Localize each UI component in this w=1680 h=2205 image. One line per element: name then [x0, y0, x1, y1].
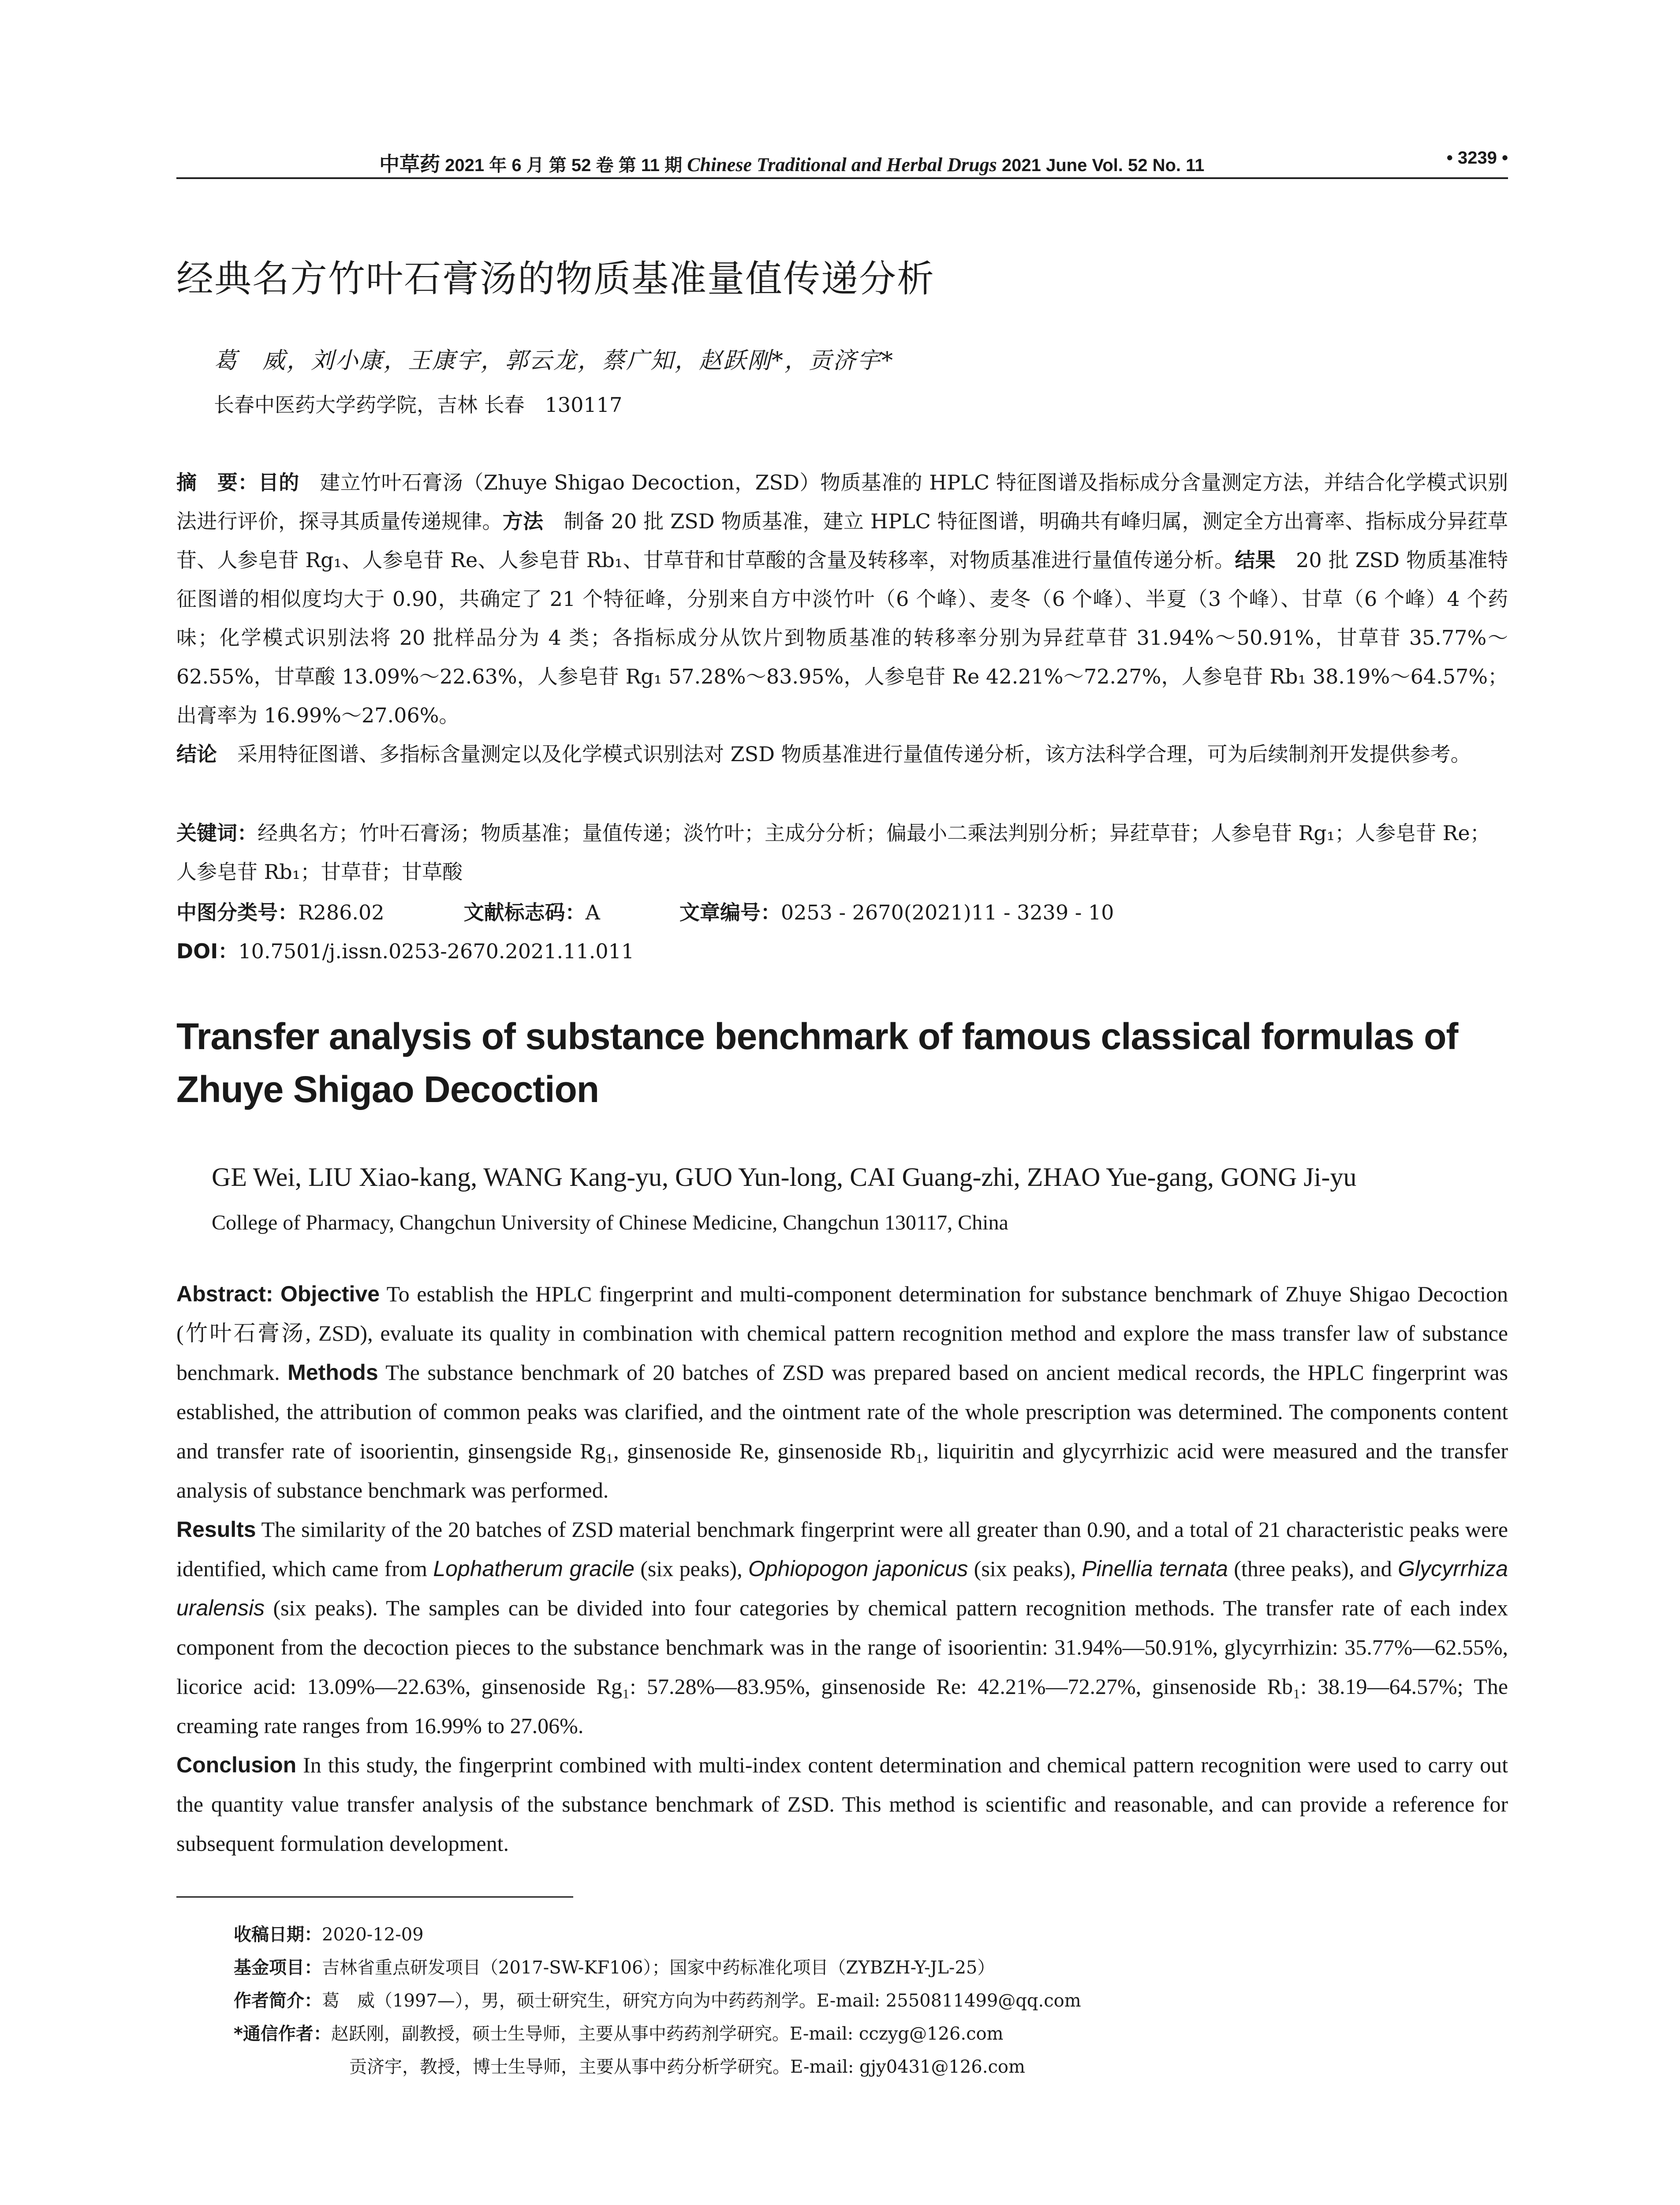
cn-keywords-label: 关键词：	[176, 821, 258, 845]
issue-en: 2021 June Vol. 52 No. 11	[1001, 156, 1205, 175]
species-pinellia: Pinellia ternata	[1082, 1556, 1228, 1581]
article-no-label: 文章编号：	[679, 901, 781, 924]
journal-name-cn: 中草药	[379, 152, 440, 176]
received-label: 收稿日期：	[234, 1925, 322, 1945]
footnote-rule	[176, 1896, 573, 1898]
corr-author-2: 贡济宇，教授，博士生导师，主要从事中药分析学研究。E-mail: gjy0431@126.com	[349, 2057, 1025, 2077]
en-results-e: (six peaks). The samples can be divided into four categories by chemical pattern recognition methods. The transfer rate of each index component from the decoction pieces to the substance benchmark was in the range of isoorientin: 31.94%—50.91%, glycyrrhizin: 35.77%—62.55%, licorice acid: 13.09%—22.63%, ginsenoside Rg₁: 57.28%—83.95%, ginsenoside Re: 42.21%—72.27%, ginsenoside Rb₁: 38.19—64.57%; The creaming rate ranges from 16.99% to 27.06%.	[176, 1596, 1508, 1738]
doi-value: 10.7501/j.issn.0253-2670.2021.11.011	[238, 939, 635, 963]
cn-abstract-label: 摘 要：	[176, 471, 258, 494]
fund-label: 基金项目：	[234, 1958, 322, 1978]
cn-conclusion-label: 结论	[176, 742, 217, 766]
received-date: 2020-12-09	[322, 1925, 424, 1945]
cn-results-label: 结果	[1235, 548, 1276, 572]
footnote-fund	[234, 1951, 1512, 1984]
bio-label: 作者简介：	[234, 1991, 322, 2011]
en-abstract-label: Abstract:	[176, 1282, 273, 1306]
doc-code-label: 文献标志码：	[463, 901, 586, 924]
en-title: Transfer analysis of substance benchmark of famous classical formulas of Zhuye Shigao Decoction	[176, 1016, 1458, 1110]
en-objective: To establish the HPLC fingerprint and multi-component determination for substance benchmark of Zhuye Shigao Decoction (竹叶石膏汤, ZSD), evaluate its quality in combination with chemical pattern recognition method and explore the mass transfer law of substance benchmark.	[176, 1282, 1508, 1385]
corr-author-1: 赵跃刚，副教授，硕士生导师，主要从事中药药剂学研究。E-mail: cczyg@126.com	[331, 2024, 1004, 2044]
footnote-received	[234, 1918, 1512, 1951]
issue-cn: 2021 年 6 月 第 52 卷 第 11 期	[445, 156, 683, 175]
en-results-d: (three peaks), and	[1228, 1556, 1398, 1581]
en-abstract	[176, 1274, 1508, 1863]
cn-results: 20 批 ZSD 物质基准特征图谱的相似度均大于 0.90，共确定了 21 个特征峰，分别来自方中淡竹叶（6 个峰）、麦冬（6 个峰）、半夏（3 个峰）、甘草（6 个峰）4 个药味；化学模式识别法将 20 批样品分为 4 类；各指标成分从饮片到物质基准的转移率分别为异荭草苷 31.94%～50.91%，甘草苷 35.77%～62.55%，甘草酸 13.09%～22.63%，人参皂苷 Rg₁ 57.28%～83.95%，人参皂苷 Re 42.21%～72.27%，人参皂苷 Rb₁ 38.19%～64.57%；出膏率为 16.99%～27.06%。	[176, 548, 1508, 727]
running-header	[176, 146, 1508, 176]
en-methods-label: Methods	[287, 1360, 378, 1385]
cn-objective: 建立竹叶石膏汤（Zhuye Shigao Decoction，ZSD）物质基准的 HPLC 特征图谱及指标成分含量测定方法，并结合化学模式识别法进行评价，探寻其质量传递规律。	[176, 471, 1508, 533]
species-glycyrrhiza: Glycyrrhiza uralensis	[176, 1556, 1508, 1620]
page-number: • 3239 •	[1446, 148, 1508, 168]
article-no-value: 0253 - 2670(2021)11 - 3239 - 10	[780, 901, 1114, 924]
cn-conclusion: 采用特征图谱、多指标含量测定以及化学模式识别法对 ZSD 物质基准进行量值传递分析，该方法科学合理，可为后续制剂开发提供参考。	[217, 742, 1471, 766]
cn-doi	[176, 932, 1508, 971]
fund-text: 吉林省重点研发项目（2017-SW-KF106）；国家中药标准化项目（ZYBZH-Y-JL-25）	[322, 1958, 995, 1978]
journal-info	[379, 148, 1204, 177]
clc-value: R286.02	[298, 901, 385, 924]
en-conclusion-label: Conclusion	[176, 1753, 297, 1777]
doc-code-value: A	[585, 901, 600, 924]
cn-objective-label: 目的	[258, 471, 299, 494]
cn-classification	[176, 893, 1508, 932]
corr-label: *通信作者：	[234, 2024, 331, 2044]
doi-label: DOI：	[176, 939, 239, 963]
footnote-bio	[234, 1984, 1512, 2018]
en-methods: The substance benchmark of 20 batches of ZSD was prepared based on ancient medical records, the HPLC fingerprint was established, the attribution of common peaks was clarified, and the ointment rate of the whole prescription was determined. The components content and transfer rate of isoorientin, ginsengside Rg₁, ginsenoside Re, ginsenoside Rb₁, liquiritin and glycyrrhizic acid were measured and the transfer analysis of substance benchmark was performed.	[176, 1360, 1508, 1502]
en-results-b: (six peaks),	[634, 1556, 748, 1581]
footnote-corr	[234, 2018, 1512, 2051]
en-authors: GE Wei, LIU Xiao-kang, WANG Kang-yu, GUO Yun-long, CAI Guang-zhi, ZHAO Yue-gang, GONG Ji-yu	[212, 1162, 1357, 1192]
header-rule	[176, 177, 1508, 179]
footnotes	[234, 1918, 1512, 2084]
en-affiliation: College of Pharmacy, Changchun University of Chinese Medicine, Changchun 130117, China	[212, 1211, 1008, 1234]
cn-keywords-text: 经典名方；竹叶石膏汤；物质基准；量值传递；淡竹叶；主成分分析；偏最小二乘法判别分析；异荭草苷；人参皂苷 Rg₁；人参皂苷 Re；人参皂苷 Rb₁；甘草苷；甘草酸	[176, 821, 1490, 884]
species-lophatherum: Lophatherum gracile	[433, 1556, 635, 1581]
cn-methods-label: 方法	[502, 509, 544, 533]
cn-keywords	[176, 814, 1508, 891]
cn-authors: 葛 威，刘小康，王康宇，郭云龙，蔡广知，赵跃刚*，贡济宇*	[214, 348, 895, 374]
species-ophiopogon: Ophiopogon japonicus	[748, 1556, 968, 1581]
clc-label: 中图分类号：	[176, 901, 298, 924]
en-conclusion: In this study, the fingerprint combined with multi-index content determination and chemical pattern recognition were used to carry out the quantity value transfer analysis of the substance benchmark of ZSD. This method is scientific and reasonable, and can provide a reference for subsequent formulation development.	[176, 1753, 1508, 1856]
bio-text: 葛 威（1997—），男，硕士研究生，研究方向为中药药剂学。E-mail: 2550811499@qq.com	[322, 1991, 1081, 2011]
en-results-a: The similarity of the 20 batches of ZSD material benchmark fingerprint were all greater than 0.90, and a total of 21 characteristic peaks were identified, which came from	[176, 1517, 1508, 1581]
journal-name-en: Chinese Traditional and Herbal Drugs	[687, 154, 997, 176]
cn-title: 经典名方竹叶石膏汤的物质基准量值传递分析	[176, 257, 935, 300]
cn-abstract	[176, 463, 1508, 774]
en-objective-label: Objective	[280, 1282, 380, 1306]
en-results-c: (six peaks),	[968, 1556, 1082, 1581]
cn-methods: 制备 20 批 ZSD 物质基准，建立 HPLC 特征图谱，明确共有峰归属，测定全方出膏率、指标成分异荭草苷、人参皂苷 Rg₁、人参皂苷 Re、人参皂苷 Rb₁、甘草苷和甘草酸的含量及转移率，对物质基准进行量值传递分析。	[176, 509, 1508, 572]
footnote-corr-2	[234, 2051, 1512, 2084]
cn-affiliation: 长春中医药大学药学院，吉林 长春 130117	[214, 393, 623, 417]
en-results-label: Results	[176, 1517, 256, 1542]
